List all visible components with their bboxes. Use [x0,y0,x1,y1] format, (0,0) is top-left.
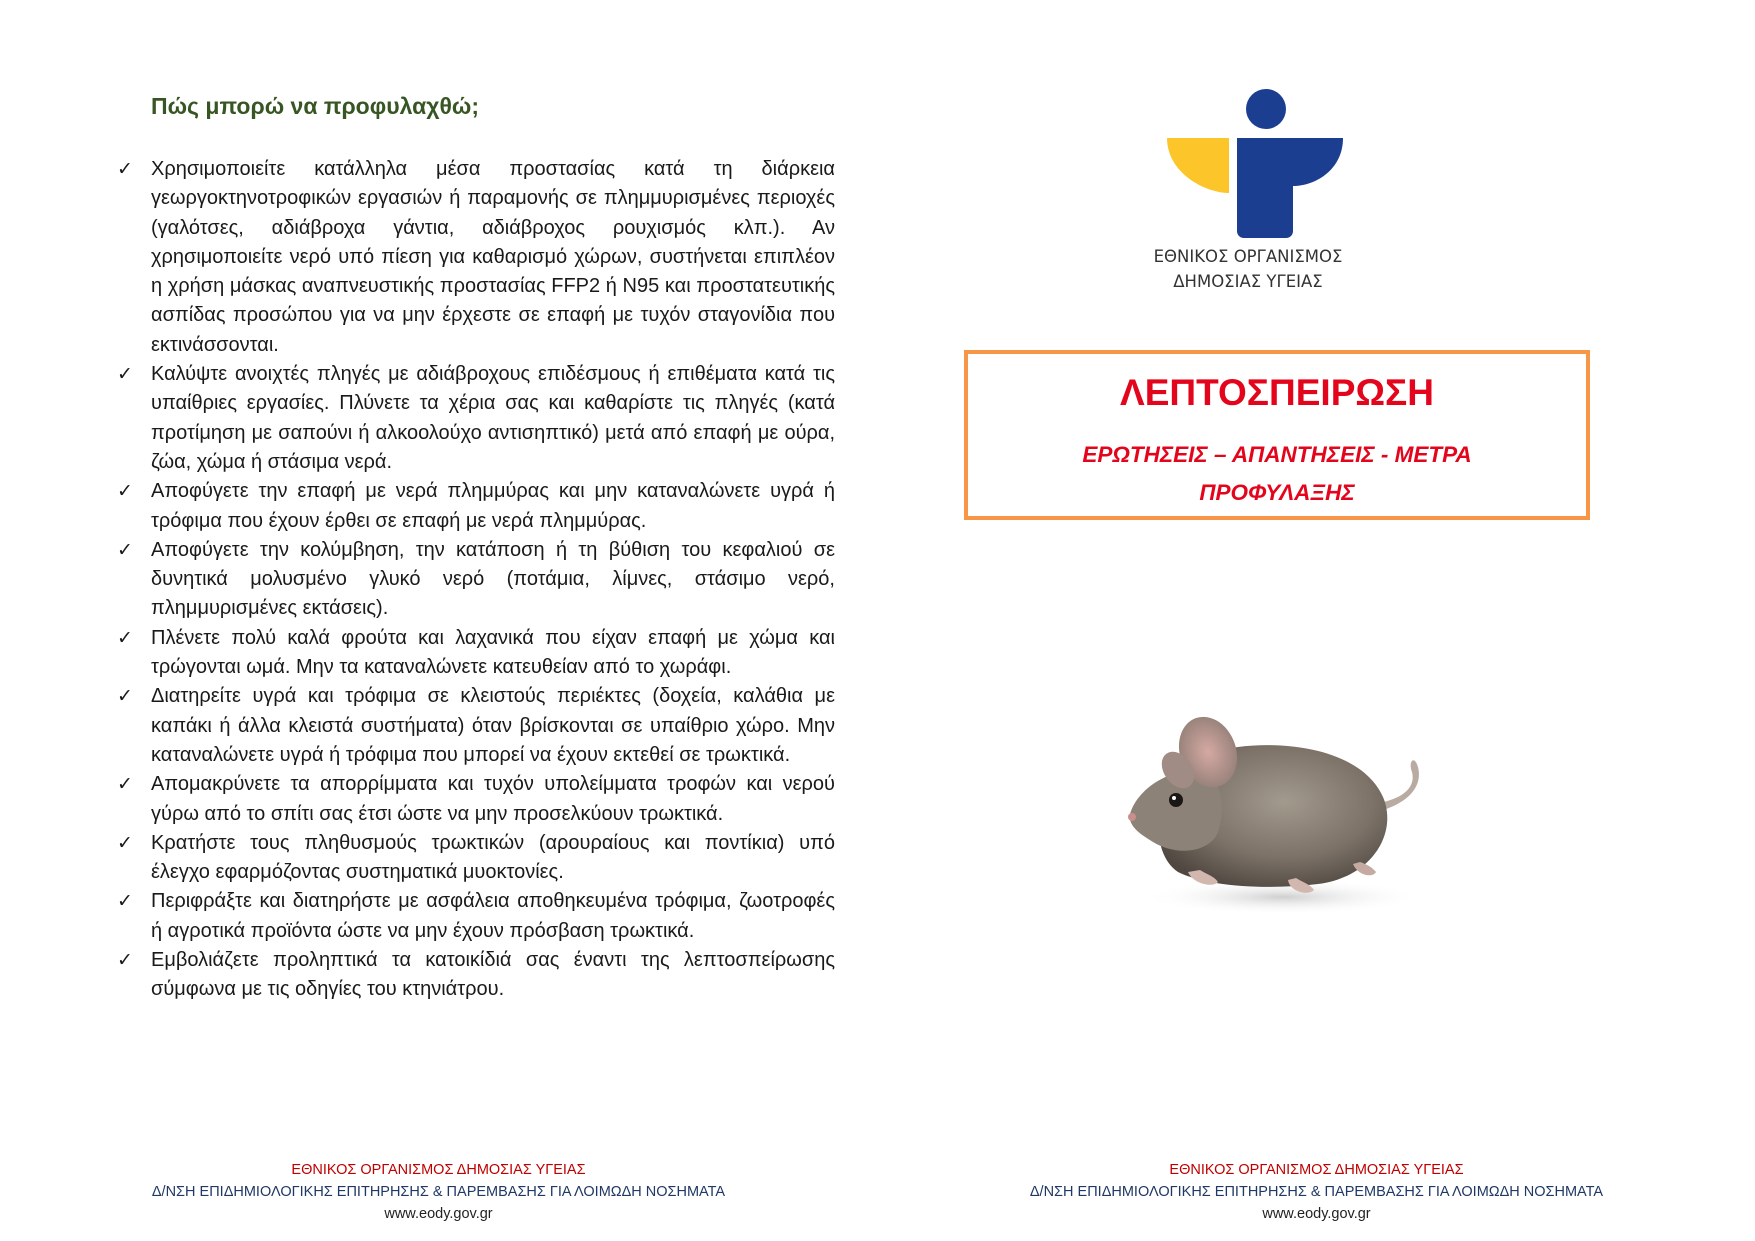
list-item-text: Αποφύγετε την επαφή με νερά πλημμύρας και μην καταναλώνετε υγρά ή τρόφιμα που έχουν έρθει σε επαφή με νερά πλημμύρας. [151,480,835,532]
footer-url[interactable]: www.eody.gov.gr [384,1206,493,1222]
subtitle [968,436,1586,512]
logo-text [1088,244,1408,294]
check-icon: ✓ [117,363,133,386]
list-item [115,155,835,360]
list-item-text: Περιφράξτε και διατηρήστε με ασφάλεια αποθηκευμένα τρόφιμα, ζωοτροφές ή αγροτικά προϊόντα ώστε να μην έχουν πρόσβαση τρωκτικά. [151,890,835,942]
check-icon: ✓ [117,831,133,854]
list-item-text: Κρατήστε τους πληθυσμούς τρωκτικών (αρουραίους και ποντίκια) υπό έλεγχο εφαρμόζοντας συστηματικά μυοκτονίες. [151,831,835,884]
check-icon: ✓ [117,158,133,180]
list-item-text: Εμβολιάζετε προληπτικά τα κατοικίδιά σας έναντι της λεπτοσπείρωσης σύμφωνα με τις οδηγίες του κτηνιάτρου. [151,949,835,1001]
right-page [878,0,1755,1241]
list-item [115,536,835,624]
check-icon: ✓ [117,949,133,972]
list-item-text: Καλύψτε ανοιχτές πληγές με αδιάβροχους επιδέσμους ή επιθέματα κατά τις υπαίθριες εργασίες. Πλύνετε τα χέρια σας και καθαρίστε τις πληγές (κατά προτίμηση με σαπούνι ή αλκοολούχο αντισηπτικό) μετά από επαφή με ούρα, ζώα, χώμα ή στάσιμα νερά. [151,363,835,473]
subtitle-line-2: ΠΡΟΦΥΛΑΞΗΣ [1199,480,1355,505]
list-item [115,770,835,829]
subtitle-line-1: ΕΡΩΤΗΣΕΙΣ – ΑΠΑΝΤΗΣΕΙΣ - ΜΕΤΡΑ [1082,442,1472,467]
list-item [115,360,835,477]
list-item [115,946,835,1005]
list-item-text: Διατηρείτε υγρά και τρόφιμα σε κλειστούς περιέκτες (δοχεία, καλάθια με καπάκι ή άλλα κλειστά συστήματα) όταν βρίσκονται σε υπαίθριο χώρο. Μην καταναλώνετε υγρά ή τρόφιμα που μπορεί να έχουν εκτεθεί σε τρωκτικά. [151,685,835,766]
section-heading: Πώς μπορώ να προφυλαχθώ; [151,93,479,119]
list-item [115,477,835,536]
list-item-text: Χρησιμοποιείτε κατάλληλα μέσα προστασίας κατά τη διάρκεια γεωργοκτηνοτροφικών εργασιών ή παραμονής σε πλημμυρισμένες περιοχές (γαλότσες, αδιάβροχα γάντια, αδιάβροχος ρουχισμός κλπ.). Αν χρησιμοποιείτε νερό υπό πίεση για καθαρισμό χώρων, συστήνεται επιπλέον η χρήση μάσκας αναπνευστικής προστασίας FFP2 ή N95 και προστατευτικής ασπίδας προσώπου για να μην έρχεστε σε επαφή με τυχόν σταγονίδια που εκτινάσσονται. [151,158,835,356]
footer-department: Δ/ΝΣΗ ΕΠΙΔΗΜΙΟΛΟΓΙΚΗΣ ΕΠΙΤΗΡΗΣΗΣ & ΠΑΡΕΜΒΑΣΗΣ ΓΙΑ ΛΟΙΜΩΔΗ ΝΟΣΗΜΑΤΑ [151,1184,726,1200]
check-icon: ✓ [117,685,133,708]
logo-line-2: ΔΗΜΟΣΙΑΣ ΥΓΕΙΑΣ [1173,272,1323,291]
right-footer [878,1159,1755,1225]
list-item [115,624,835,683]
check-icon: ✓ [117,538,133,561]
list-item-text: Πλένετε πολύ καλά φρούτα και λαχανικά που είχαν επαφή με χώμα και τρώγονται ωμά. Μην τα καταναλώνετε κατευθείαν από το χωράφι. [151,626,835,679]
check-icon: ✓ [117,773,133,796]
list-item [115,829,835,888]
check-icon: ✓ [117,626,133,649]
footer-org: ΕΘΝΙΚΟΣ ΟΡΓΑΝΙΣΜΟΣ ΔΗΜΟΣΙΑΣ ΥΓΕΙΑΣ [1169,1162,1464,1178]
prevention-list [115,155,835,1005]
check-icon: ✓ [117,890,133,913]
logo-line-1: ΕΘΝΙΚΟΣ ΟΡΓΑΝΙΣΜΟΣ [1153,247,1343,266]
main-title: ΛΕΠΤΟΣΠΕΙΡΩΣΗ [1120,372,1434,413]
footer-department: Δ/ΝΣΗ ΕΠΙΔΗΜΙΟΛΟΓΙΚΗΣ ΕΠΙΤΗΡΗΣΗΣ & ΠΑΡΕΜΒΑΣΗΣ ΓΙΑ ΛΟΙΜΩΔΗ ΝΟΣΗΜΑΤΑ [1029,1184,1604,1200]
list-item-text: Απομακρύνετε τα απορρίμματα και τυχόν υπολείμματα τροφών και νερού γύρω από το σπίτι σας έτσι ώστε να μην προσελκύουν τρωκτικά. [151,773,835,825]
left-footer [0,1159,877,1225]
check-icon: ✓ [117,480,133,503]
footer-url[interactable]: www.eody.gov.gr [1262,1206,1371,1222]
list-item [115,887,835,946]
eody-logo-icon [1165,88,1345,238]
title-box [964,350,1590,520]
list-item [115,682,835,770]
list-item-text: Αποφύγετε την κολύμβηση, την κατάποση ή τη βύθιση του κεφαλιού σε δυνητικά μολυσμένο γλυκό νερό (ποτάμια, λίμνες, στάσιμο νερό, πλημμυρισμένες εκτάσεις). [151,538,835,620]
footer-org: ΕΘΝΙΚΟΣ ΟΡΓΑΝΙΣΜΟΣ ΔΗΜΟΣΙΑΣ ΥΓΕΙΑΣ [291,1162,586,1178]
mouse-image [1118,692,1448,922]
